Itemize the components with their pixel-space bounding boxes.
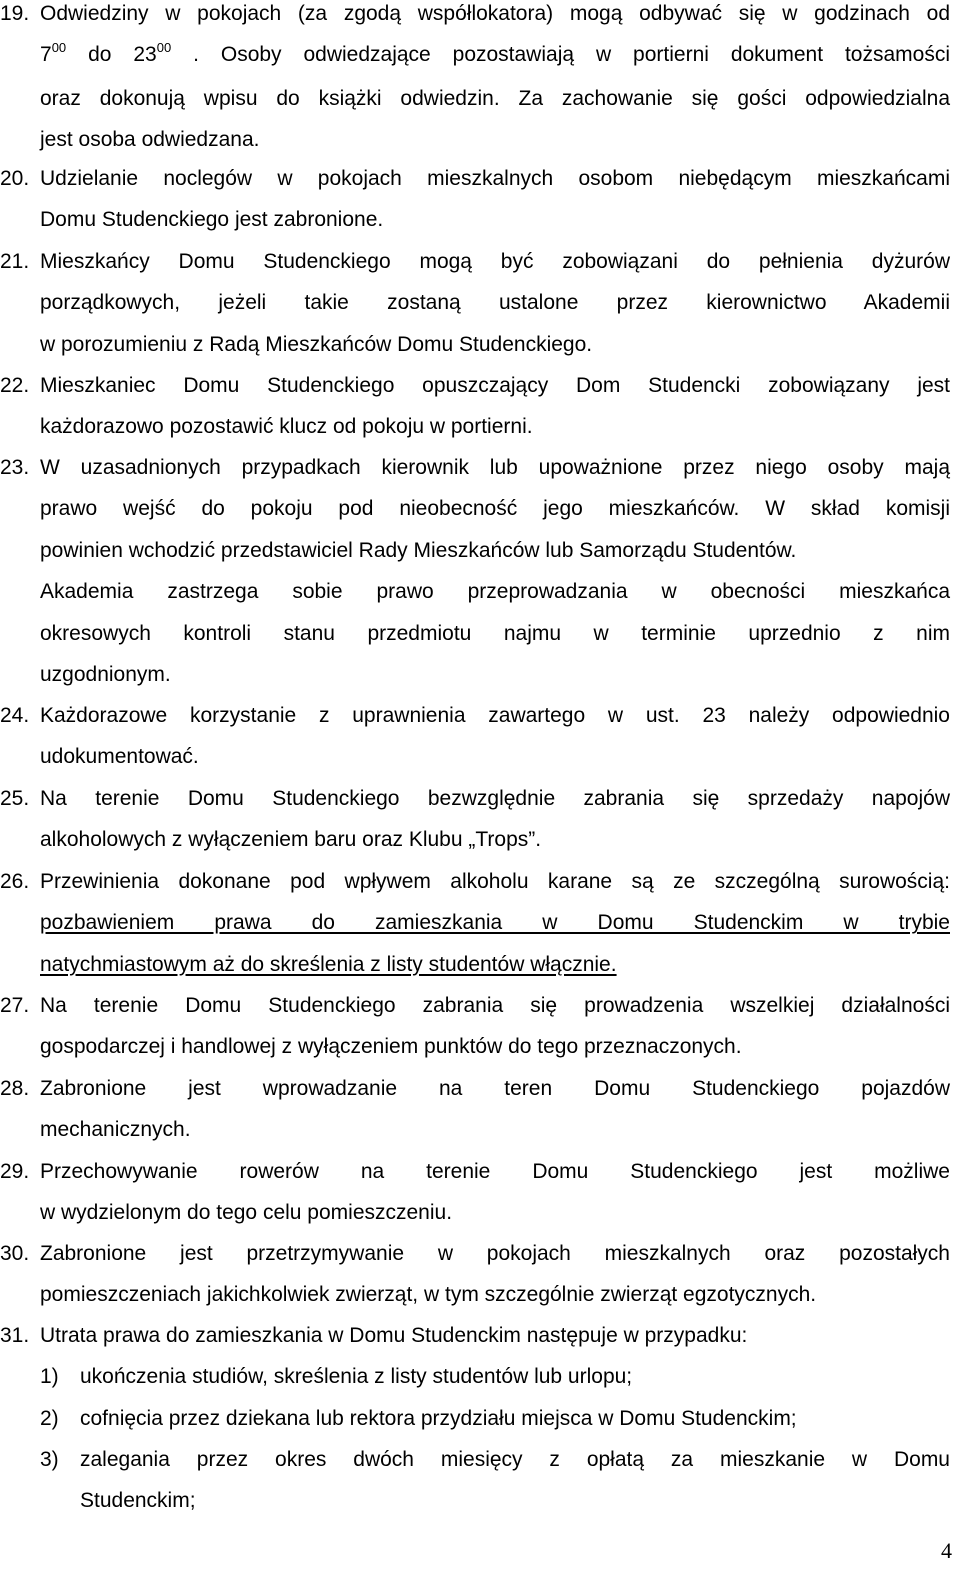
list-item xyxy=(0,1233,950,1316)
sub-item-number: 3) xyxy=(40,1448,59,1471)
item-text-line: Na terenie Domu Studenckiego zabrania się prowadzenia wszelkiej działalności xyxy=(40,994,950,1017)
list-item xyxy=(0,695,950,778)
sub-list-item xyxy=(40,1356,950,1397)
item-number: 21. xyxy=(0,250,30,273)
item-text-line: gospodarczej i handlowej z wyłączeniem punktów do tego przeznaczonych. xyxy=(40,1035,742,1059)
sub-list-item xyxy=(40,1398,950,1439)
page-number: 4 xyxy=(941,1538,952,1563)
item-text-line: Przechowywanie rowerów na terenie Domu Studenckiego jest możliwe xyxy=(40,1160,950,1183)
item-number: 27. xyxy=(0,994,30,1017)
item-number: 22. xyxy=(0,374,30,397)
underlined-text-line: pozbawieniem prawa do zamieszkania w Domu Studenckim w trybie xyxy=(40,911,950,935)
item-text-line: jest osoba odwiedzana. xyxy=(40,128,260,152)
item-number: 26. xyxy=(0,870,30,893)
list-item xyxy=(0,861,950,985)
item-text-line: Zabronione jest wprowadzanie na teren Domu Studenckiego pojazdów xyxy=(40,1077,950,1100)
item-text-line: W uzasadnionych przypadkach kierownik lub upoważnione przez niego osoby mają xyxy=(40,456,950,479)
item-text-line: każdorazowo pozostawić klucz od pokoju w portierni. xyxy=(40,415,533,439)
item-text-line: Studenckim; xyxy=(80,1489,196,1513)
item-text-line: udokumentować. xyxy=(40,745,199,769)
item-text-line: Udzielanie noclegów w pokojach mieszkalnych osobom niebędącym mieszkańcami xyxy=(40,167,950,190)
item-text-line: Mieszkańcy Domu Studenckiego mogą być zobowiązani do pełnienia dyżurów xyxy=(40,250,950,273)
item-text-line: uzgodnionym. xyxy=(40,663,171,687)
list-item xyxy=(0,1151,950,1234)
item-number: 25. xyxy=(0,787,30,810)
item-text-line: pomieszczeniach jakichkolwiek zwierząt, w tym szczególnie zwierząt egzotycznych. xyxy=(40,1283,817,1307)
list-item xyxy=(0,158,950,241)
item-number: 20. xyxy=(0,167,30,190)
item-number: 28. xyxy=(0,1077,30,1100)
sub-item-number: 1) xyxy=(40,1365,59,1388)
sub-list-item xyxy=(40,1439,950,1522)
list-item xyxy=(0,985,950,1068)
item-text-line: Przewinienia dokonane pod wpływem alkoholu karane są ze szczególną surowością: xyxy=(40,870,950,893)
item-text-line: powinien wchodzić przedstawiciel Rady Mieszkańców lub Samorządu Studentów. xyxy=(40,538,797,562)
item-text-line: mechanicznych. xyxy=(40,1118,191,1142)
item-text-line: okresowych kontroli stanu przedmiotu najmu w terminie uprzednio z nim xyxy=(40,621,950,645)
sub-item-number: 2) xyxy=(40,1407,59,1430)
item-text-line: w porozumieniu z Radą Mieszkańców Domu Studenckiego. xyxy=(40,332,593,356)
list-item xyxy=(0,447,950,695)
item-number: 19. xyxy=(0,2,30,25)
item-number: 29. xyxy=(0,1160,30,1183)
item-text-line: Domu Studenckiego jest zabronione. xyxy=(40,208,384,232)
item-text-line: ukończenia studiów, skreślenia z listy studentów lub urlopu; xyxy=(80,1365,633,1388)
item-text-line: Akademia zastrzega sobie prawo przeprowadzania w obecności mieszkańca xyxy=(40,580,950,604)
item-text-line: porządkowych, jeżeli takie zostaną ustalone przez kierownictwo Akademii xyxy=(40,291,950,315)
item-text-line: oraz dokonują wpisu do książki odwiedzin. Za zachowanie się gości odpowiedzialna xyxy=(40,86,950,110)
superscript: 00 xyxy=(156,40,172,56)
list-item xyxy=(0,1315,950,1356)
item-number: 23. xyxy=(0,456,30,479)
item-number: 30. xyxy=(0,1242,30,1265)
list-item xyxy=(0,1068,950,1151)
item-text-line: Każdorazowe korzystanie z uprawnienia zawartego w ust. 23 należy odpowiednio xyxy=(40,704,950,727)
list-item xyxy=(0,365,950,448)
item-text-line: Odwiedziny w pokojach (za zgodą współlokatora) mogą odbywać się w godzinach od xyxy=(40,2,950,25)
list-item xyxy=(0,241,950,365)
item-text-line: Mieszkaniec Domu Studenckiego opuszczający Dom Studencki zobowiązany jest xyxy=(40,374,950,397)
item-text-line: $7^{00}$ do $23^{00}$ . Osoby odwiedzające pozostawiają w portierni dokument tożsamości xyxy=(40,40,950,67)
underlined-text-line: natychmiastowym aż do skreślenia z listy studentów włącznie. xyxy=(40,952,617,976)
item-text-line: Zabronione jest przetrzymywanie w pokojach mieszkalnych oraz pozostałych xyxy=(40,1242,950,1265)
list-item xyxy=(0,0,950,161)
superscript: 00 xyxy=(51,40,67,56)
item-number: 24. xyxy=(0,704,30,727)
item-text-line: alkoholowych z wyłączeniem baru oraz Klubu „Trops”. xyxy=(40,828,542,852)
item-text-line: Na terenie Domu Studenckiego bezwzględnie zabrania się sprzedaży napojów xyxy=(40,787,950,810)
item-text-line: cofnięcia przez dziekana lub rektora przydziału miejsca w Domu Studenckim; xyxy=(80,1407,797,1430)
item-text-line: w wydzielonym do tego celu pomieszczeniu. xyxy=(40,1201,453,1225)
item-text-line: Utrata prawa do zamieszkania w Domu Studenckim następuje w przypadku: xyxy=(40,1324,748,1347)
item-number: 31. xyxy=(0,1324,30,1347)
list-item xyxy=(0,778,950,861)
item-text-line: prawo wejść do pokoju pod nieobecność jego mieszkańców. W skład komisji xyxy=(40,497,950,521)
item-text-line: zalegania przez okres dwóch miesięcy z opłatą za mieszkanie w Domu xyxy=(80,1448,950,1471)
